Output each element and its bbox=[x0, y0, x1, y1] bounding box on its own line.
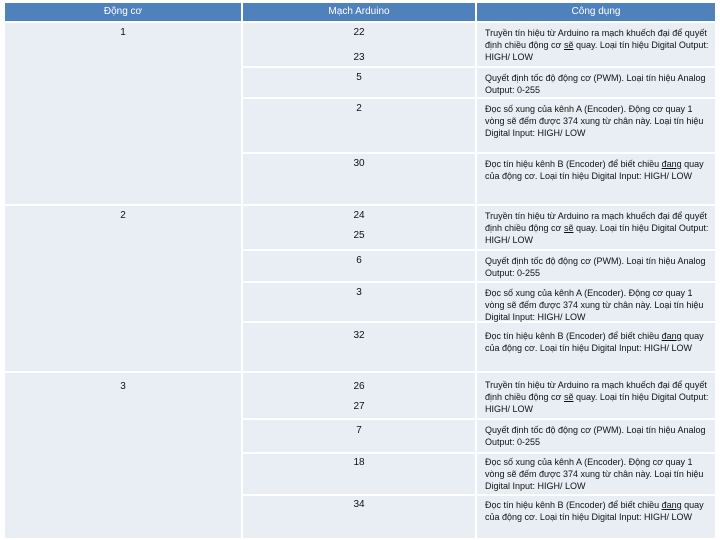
motor-label: 2 bbox=[120, 210, 126, 221]
pin-label: 3 bbox=[356, 287, 362, 298]
header-motor: Động cơ bbox=[5, 3, 241, 21]
motor-label: 3 bbox=[120, 381, 126, 392]
pin-cell bbox=[243, 420, 475, 452]
usage-cell bbox=[477, 373, 715, 418]
usage-text: Quyết định tốc độ động cơ (PWM). Loại tín hiệu Analog Output: 0-255 bbox=[485, 425, 706, 447]
pin-label: 7 bbox=[356, 425, 362, 436]
pin-cell bbox=[243, 283, 475, 321]
usage-text: Truyền tín hiệu từ Arduino ra mạch khuếch đại để quyết định chiều động cơ sẽ quay. Loại tín hiệu Digital Output: HIGH/ LOW bbox=[485, 380, 709, 414]
usage-cell bbox=[477, 206, 715, 249]
usage-text: Truyền tín hiệu từ Arduino ra mạch khuếch đại để quyết định chiều động cơ sẽ quay. Loại tín hiệu Digital Output: HIGH/ LOW bbox=[485, 211, 709, 245]
motor-cell bbox=[5, 206, 241, 371]
pin-label: 26 bbox=[353, 381, 365, 392]
usage-text: Đọc tín hiệu kênh B (Encoder) để biết chiều đang quay của động cơ. Loại tín hiệu Digital Input: HIGH/ LOW bbox=[485, 500, 704, 522]
usage-cell bbox=[477, 68, 715, 97]
pin-label: 25 bbox=[353, 230, 365, 241]
pin-label: 32 bbox=[353, 330, 365, 341]
usage-cell bbox=[477, 496, 715, 538]
pin-label: 22 bbox=[353, 27, 365, 38]
pin-label: 24 bbox=[353, 210, 365, 221]
usage-cell bbox=[477, 454, 715, 494]
usage-text: Truyền tín hiệu từ Arduino ra mạch khuếch đại để quyết định chiều động cơ sẽ quay. Loại tín hiệu Digital Output: HIGH/ LOW bbox=[485, 28, 709, 62]
usage-text: Quyết định tốc độ động cơ (PWM). Loại tín hiệu Analog Output: 0-255 bbox=[485, 256, 706, 278]
pin-cell bbox=[243, 68, 475, 97]
usage-cell bbox=[477, 99, 715, 152]
usage-cell bbox=[477, 154, 715, 204]
pin-cell bbox=[243, 251, 475, 281]
usage-text: Quyết định tốc độ động cơ (PWM). Loại tín hiệu Analog Output: 0-255 bbox=[485, 73, 706, 95]
usage-cell bbox=[477, 23, 715, 66]
pin-label: 30 bbox=[353, 158, 365, 169]
pin-label: 27 bbox=[353, 401, 365, 412]
header-usage: Công dụng bbox=[477, 3, 715, 21]
pin-cell bbox=[243, 154, 475, 204]
pin-label: 23 bbox=[353, 52, 365, 63]
usage-text: Đọc số xung của kênh A (Encoder). Động cơ quay 1 vòng sẽ đếm được 374 xung từ chân này. Loại tín hiệu Digital Input: HIGH/ LOW bbox=[485, 288, 704, 322]
pin-label: 2 bbox=[356, 103, 362, 114]
pin-cell bbox=[243, 323, 475, 371]
motor-cell bbox=[5, 23, 241, 204]
pin-cell bbox=[243, 99, 475, 152]
usage-cell bbox=[477, 420, 715, 452]
usage-cell bbox=[477, 323, 715, 371]
usage-cell bbox=[477, 251, 715, 281]
pin-label: 34 bbox=[353, 499, 365, 510]
usage-text: Đọc tín hiệu kênh B (Encoder) để biết chiều đang quay của động cơ. Loại tín hiệu Digital Input: HIGH/ LOW bbox=[485, 159, 704, 181]
motor-label: 1 bbox=[120, 27, 126, 38]
pin-cell bbox=[243, 454, 475, 494]
pin-label: 5 bbox=[356, 72, 362, 83]
pin-label: 6 bbox=[356, 255, 362, 266]
pin-cell bbox=[243, 496, 475, 538]
pin-cell bbox=[243, 23, 475, 66]
header-arduino-pin: Mạch Arduino bbox=[243, 3, 475, 21]
usage-text: Đọc tín hiệu kênh B (Encoder) để biết chiều đang quay của động cơ. Loại tín hiệu Digital Input: HIGH/ LOW bbox=[485, 331, 704, 353]
usage-text: Đọc số xung của kênh A (Encoder). Động cơ quay 1 vòng sẽ đếm được 374 xung từ chân này. Loại tín hiệu Digital Input: HIGH/ LOW bbox=[485, 104, 704, 138]
pin-cell bbox=[243, 206, 475, 249]
pin-cell bbox=[243, 373, 475, 418]
usage-text: Đọc số xung của kênh A (Encoder). Động cơ quay 1 vòng sẽ đếm được 374 xung từ chân này. Loại tín hiệu Digital Input: HIGH/ LOW bbox=[485, 457, 704, 491]
usage-cell bbox=[477, 283, 715, 321]
pin-label: 18 bbox=[353, 457, 365, 468]
motor-cell bbox=[5, 373, 241, 538]
